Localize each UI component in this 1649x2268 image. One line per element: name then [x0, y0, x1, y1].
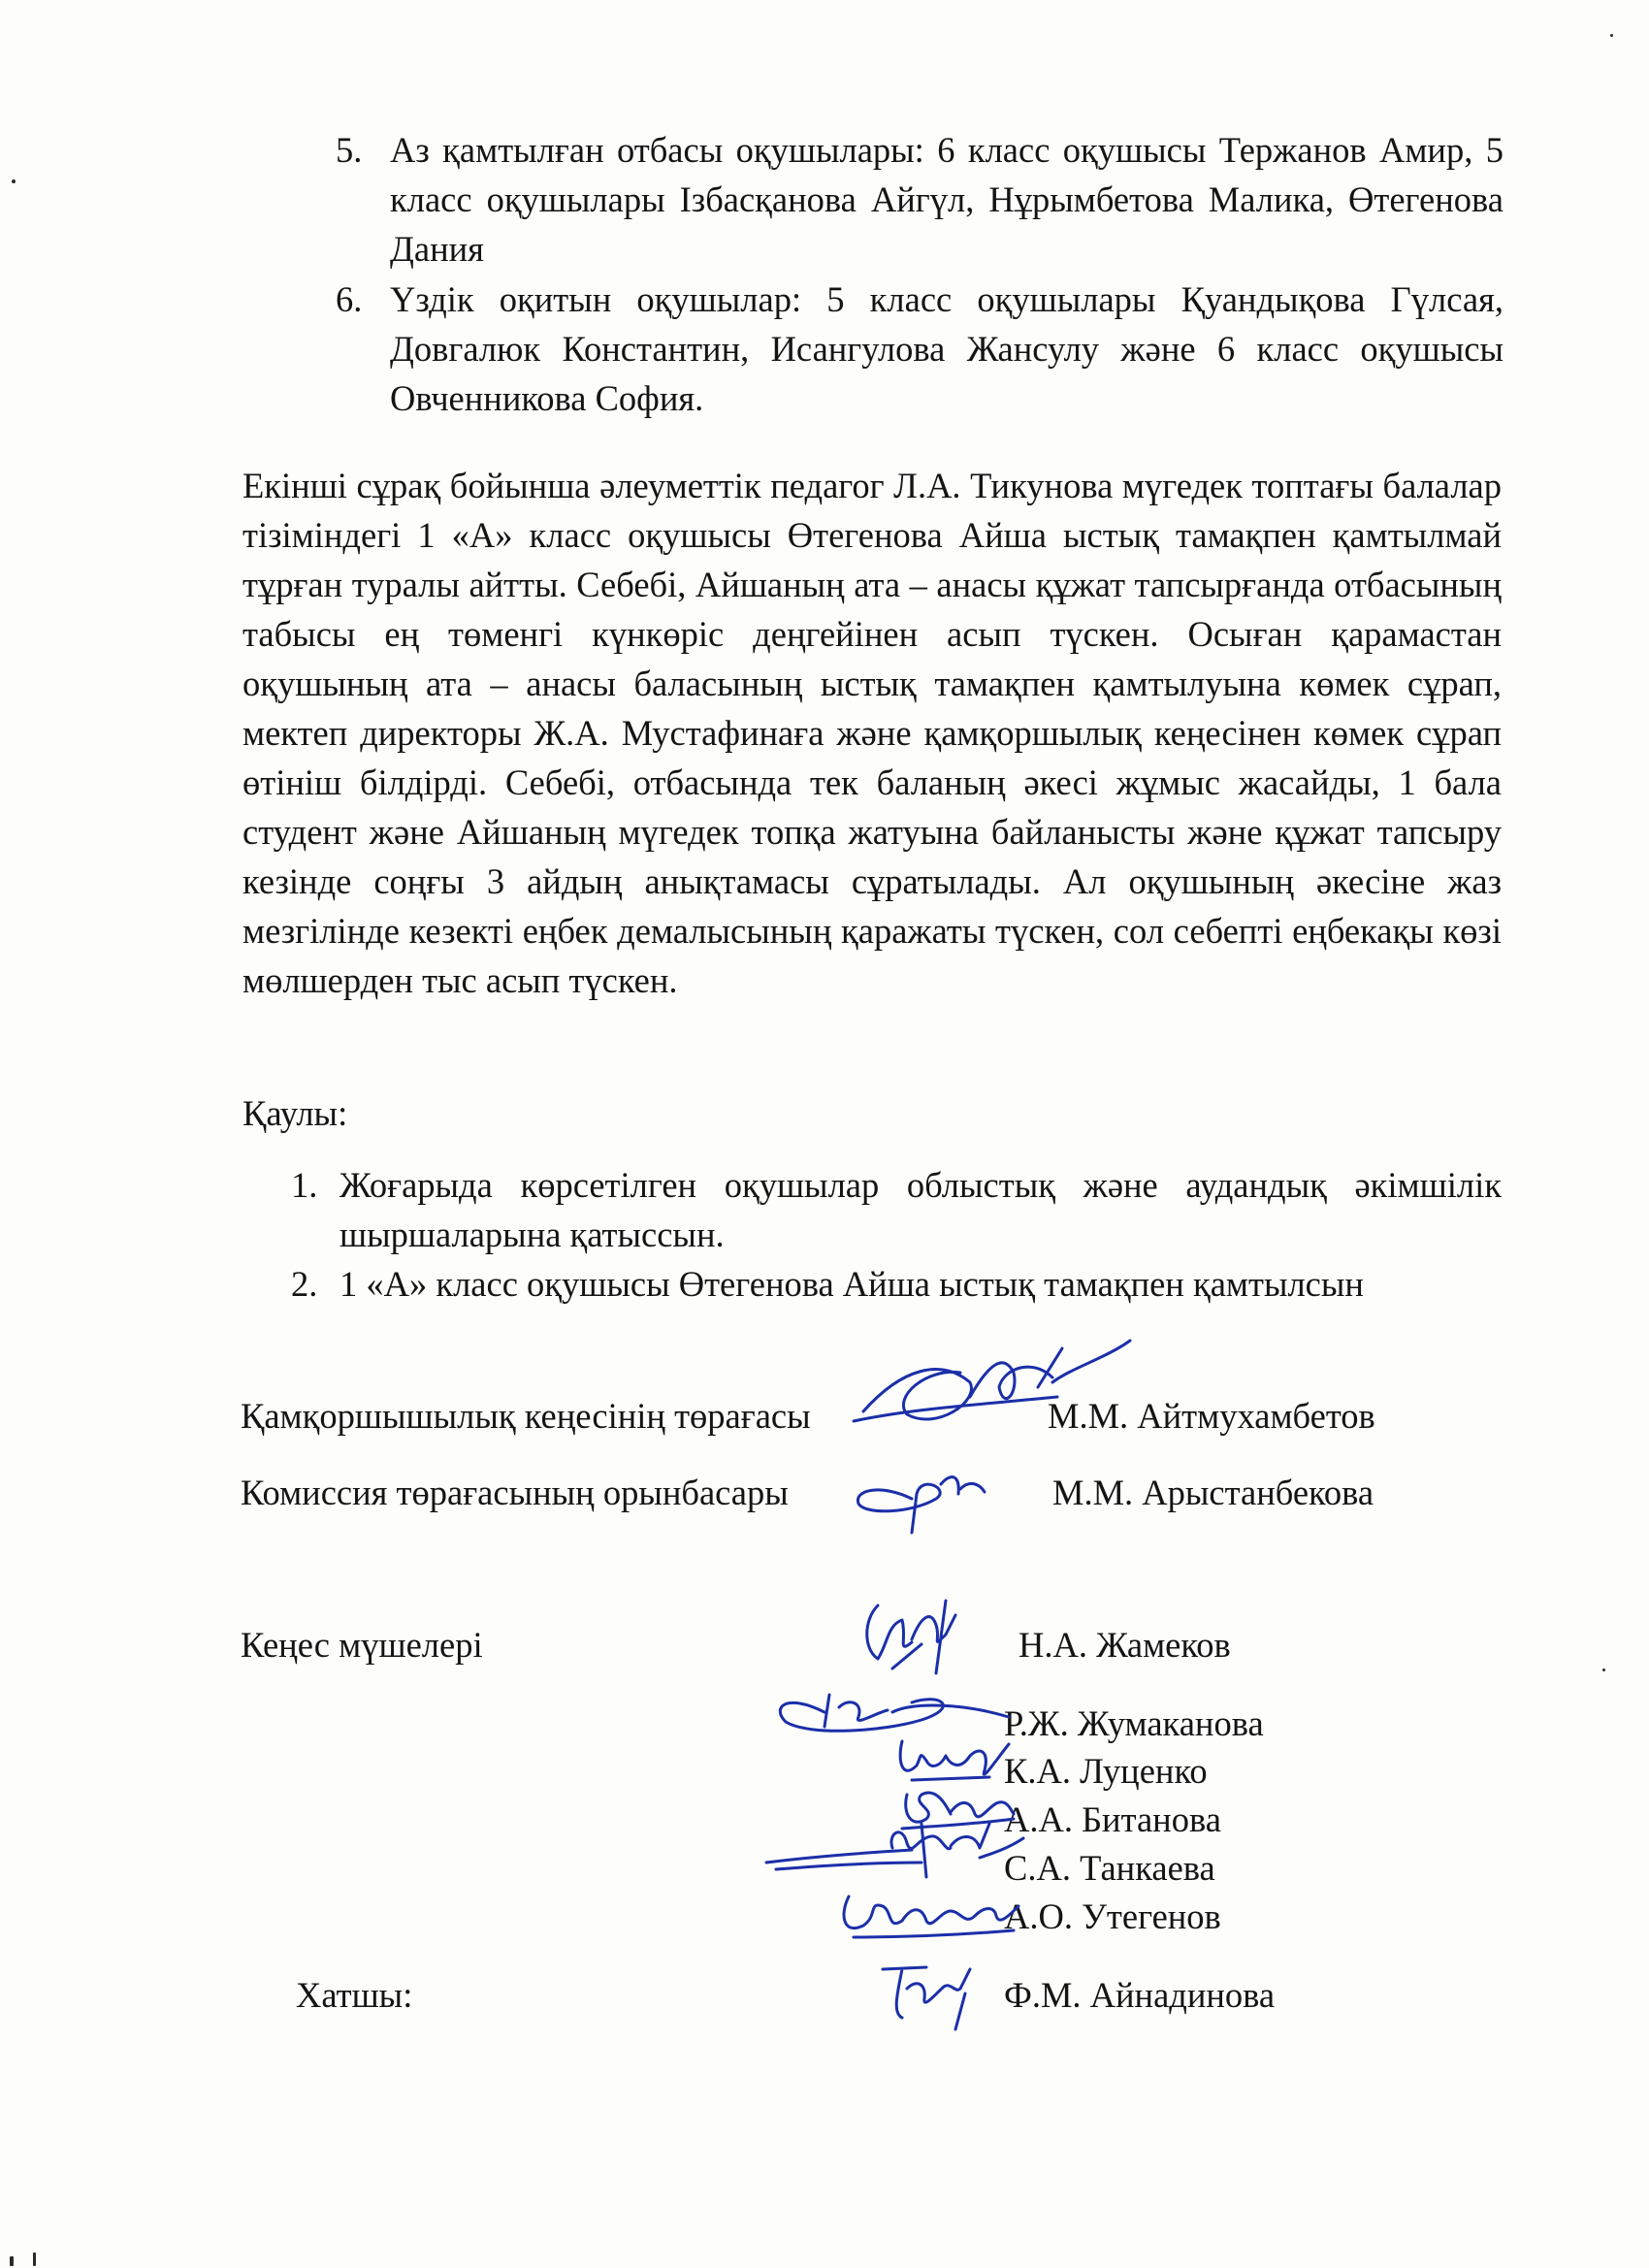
list-item-number: 2.	[291, 1264, 318, 1304]
secretary-name: Ф.М. Айнадинова	[1004, 1975, 1276, 2015]
handwritten-signature-icon	[854, 1586, 970, 1678]
deputy-label: Комиссия төрағасының орынбасары	[241, 1473, 789, 1512]
list-item	[330, 125, 1504, 274]
resolution-list	[291, 1160, 1502, 1309]
member-name: Н.А. Жамеков	[1018, 1625, 1231, 1665]
list-item	[291, 1160, 1502, 1259]
scan-speck	[12, 179, 16, 183]
list-item-text: 1 «А» класс оқушысы Өтегенова Айша ыстық тамақпен қамтылсын	[340, 1264, 1364, 1304]
list-item-number: 6.	[336, 279, 363, 319]
chair-label: Қамқоршышылық кеңесінің төрағасы	[241, 1396, 811, 1436]
list-item-number: 5.	[336, 130, 363, 170]
resolution-heading: Қаулы:	[242, 1093, 348, 1133]
member-name: Р.Ж. Жумаканова	[1004, 1703, 1264, 1743]
scan-speck	[1602, 1669, 1605, 1671]
list-item-text: Аз қамтылған отбасы оқушылары: 6 класс оқушысы Тержанов Амир, 5 класс оқушылары Ізбасқанова Айгүл, Нұрымбетова Малика, Өтегенова Дания	[390, 130, 1504, 269]
scan-speck	[33, 2252, 36, 2266]
scan-speck	[1610, 34, 1613, 37]
members-label: Кеңес мүшелері	[241, 1625, 483, 1665]
handwritten-signature-icon	[844, 1445, 989, 1542]
member-name: А.А. Битанова	[1004, 1799, 1221, 1839]
list-item	[330, 275, 1504, 423]
handwritten-signature-icon	[834, 1329, 1145, 1455]
list-item-number: 1.	[291, 1165, 318, 1205]
chair-name: М.М. Айтмухамбетов	[1048, 1396, 1375, 1436]
deputy-name: М.М. Арыстанбекова	[1052, 1473, 1374, 1512]
list-item-text: Үздік оқитын оқушылар: 5 класс оқушылары Қуандықова Гүлсая, Довгалюк Константин, Исангулова Жансулу және 6 класс оқушысы Овченникова София.	[390, 279, 1504, 418]
handwritten-signature-icon	[868, 1950, 985, 2032]
list-item-text: Жоғарыда көрсетілген оқушылар облыстық және аудандық әкімшілік шыршаларына қатыссын.	[340, 1165, 1502, 1254]
list-item	[291, 1259, 1502, 1309]
member-name: А.О. Утегенов	[1004, 1896, 1221, 1936]
member-name: С.А. Танкаева	[1004, 1848, 1215, 1888]
handwritten-signature-icon	[747, 1809, 1028, 1887]
secretary-label: Хатшы:	[296, 1975, 413, 2015]
body-paragraph: Екінші сұрақ бойынша әлеуметтік педагог Л.А. Тикунова мүгедек топтағы балалар тізіміндегі 1 «А» класс оқушысы Өтегенова Айша ыстық тамақпен қамтылмай тұрған туралы айтты. Себебі, Айшаның ата – анасы құжат тапсырғанда отбасының табысы ең төменгі күнкөріс деңгейінен асып түскен. Осыған қарамастан оқушының ата – анасы баласының ыстық тамақпен қамтылуына көмек сұрап, мектеп директоры Ж.А. Мустафинаға және қамқоршылық кеңесінен көмек сұрап өтініш білдірді. Себебі, отбасында тек баланың әкесі жұмыс жасайды, 1 бала студент және Айшаның мүгедек топқа жатуына байланысты және құжат тапсыру кезінде соңғы 3 айдың анықтамасы сұратылады. Ал оқушының әкесіне жаз мезгілінде кезекті еңбек демалысының қаражаты түскен, сол себепті еңбекақы көзі мөлшерден тыс асып түскен.	[242, 466, 1502, 1000]
member-name: К.А. Луценко	[1004, 1751, 1208, 1791]
handwritten-signature-icon	[829, 1877, 1023, 1955]
scan-speck	[10, 2256, 14, 2266]
top-numbered-list	[330, 125, 1504, 424]
